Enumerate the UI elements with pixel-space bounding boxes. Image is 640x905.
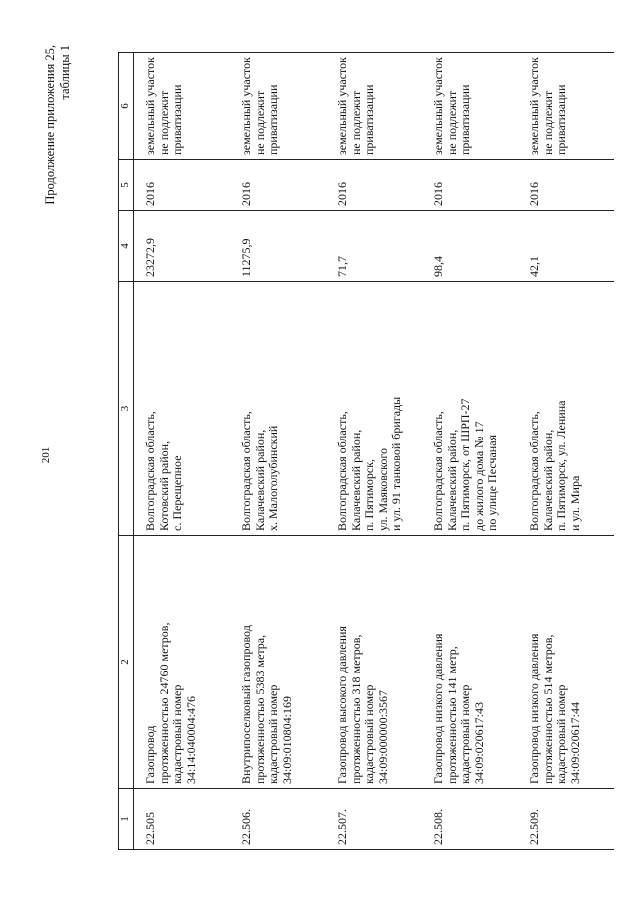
object-name-line: протяженностью 5383 метра,: [252, 634, 267, 784]
note-line: не подлежит: [540, 90, 555, 155]
note-line: земельный участок: [239, 57, 253, 155]
address-line: с. Перещепное: [170, 455, 185, 531]
column-number-5: 5: [119, 160, 134, 211]
object-name-line: кадастровый номер: [362, 684, 377, 784]
address-line: Волгоградская область,: [239, 411, 253, 531]
table-header-row: [119, 53, 134, 850]
object-value: 98,4: [422, 211, 518, 282]
object-name-line: Газопровод: [143, 725, 157, 784]
address-line: Калачевский район,: [348, 429, 363, 531]
address-line: Волгоградская область,: [431, 411, 445, 531]
page-number: 201: [40, 446, 52, 464]
property-register-table: [118, 52, 614, 850]
object-note: [230, 53, 326, 160]
address-line: Волгоградская область,: [527, 411, 541, 531]
object-value: 42,1: [518, 211, 614, 282]
object-note: [422, 53, 518, 160]
object-name-line: кадастровый номер: [458, 684, 473, 784]
address-line: п. Пятиморск, от ШРП-27: [458, 398, 473, 531]
object-name-line: Внутрипоселковый газопровод: [239, 625, 253, 784]
object-address: [134, 282, 231, 536]
address-line: и ул. 91 танковой бригады: [389, 396, 404, 531]
note-line: земельный участок: [431, 57, 445, 155]
object-name: [230, 536, 326, 789]
object-year: 2016: [518, 160, 614, 211]
note-line: не подлежит: [252, 90, 267, 155]
address-line: х. Малоголубинский: [266, 425, 281, 531]
row-number: 22.506.: [230, 789, 326, 850]
object-name-line: 34:09:020617:43: [471, 701, 486, 784]
note-line: земельный участок: [335, 57, 349, 155]
object-name-line: Газопровод высокого давления: [335, 626, 349, 784]
table-row: [326, 53, 422, 850]
object-name-line: 34:09:000000:3567: [375, 689, 390, 784]
row-number: 22.509.: [518, 789, 614, 850]
note-line: приватизации: [554, 84, 569, 155]
address-line: по улице Песчаная: [485, 434, 500, 531]
address-line: Калачевский район,: [444, 429, 459, 531]
table-row: [230, 53, 326, 850]
object-name-line: кадастровый номер: [266, 684, 281, 784]
caption-line-2: таблицы 1: [58, 45, 72, 100]
object-name-line: протяженностью 514 метров,: [540, 634, 555, 784]
column-number-2: 2: [119, 536, 134, 789]
column-number-4: 4: [119, 211, 134, 282]
object-note: [326, 53, 422, 160]
object-year: 2016: [134, 160, 231, 211]
note-line: приватизации: [458, 84, 473, 155]
note-line: не подлежит: [444, 90, 459, 155]
object-name-line: кадастровый номер: [170, 684, 185, 784]
table-row: [134, 53, 231, 850]
object-name-line: протяженностью 24760 метров,: [156, 622, 171, 784]
note-line: приватизации: [362, 84, 377, 155]
object-year: 2016: [422, 160, 518, 211]
address-line: Калачевский район,: [252, 429, 267, 531]
caption-line-1: Продолжение приложения 25,: [43, 45, 57, 205]
address-line: п. Пятиморск,: [362, 458, 377, 531]
row-number: 22.508.: [422, 789, 518, 850]
row-number: 22.505: [134, 789, 231, 850]
object-value: 23272,9: [134, 211, 231, 282]
object-address: [230, 282, 326, 536]
object-year: 2016: [230, 160, 326, 211]
object-name: [134, 536, 231, 789]
object-name-line: Газопровод низкого давления: [527, 633, 541, 784]
note-line: приватизации: [170, 84, 185, 155]
row-number: 22.507.: [326, 789, 422, 850]
address-line: до жилого дома № 17: [471, 421, 486, 531]
note-line: не подлежит: [348, 90, 363, 155]
object-address: [326, 282, 422, 536]
note-line: приватизации: [266, 84, 281, 155]
object-value: 11275,9: [230, 211, 326, 282]
object-year: 2016: [326, 160, 422, 211]
column-number-1: 1: [119, 789, 134, 850]
object-value: 71,7: [326, 211, 422, 282]
object-name: [518, 536, 614, 789]
address-line: Калачевский район,: [540, 429, 555, 531]
address-line: ул. Маяковского: [375, 448, 390, 531]
object-address: [422, 282, 518, 536]
address-line: Волгоградская область,: [143, 411, 157, 531]
column-number-3: 3: [119, 282, 134, 536]
object-name-line: 34:14:040004:476: [183, 695, 198, 784]
object-name-line: кадастровый номер: [554, 684, 569, 784]
object-name-line: протяженностью 318 метров,: [348, 634, 363, 784]
table-row: [422, 53, 518, 850]
object-address: [518, 282, 614, 536]
note-line: не подлежит: [156, 90, 171, 155]
object-name-line: 34:09:020617:44: [567, 701, 582, 784]
object-name-line: протяженностью 141 метр,: [444, 646, 459, 784]
object-name: [326, 536, 422, 789]
note-line: земельный участок: [143, 57, 157, 155]
object-note: [518, 53, 614, 160]
address-line: Котовский район,: [156, 440, 171, 531]
object-note: [134, 53, 231, 160]
object-name-line: 34:09:010804:169: [279, 695, 294, 784]
note-line: земельный участок: [527, 57, 541, 155]
address-line: и ул. Мира: [567, 475, 582, 531]
object-name-line: Газопровод низкого давления: [431, 633, 445, 784]
address-line: Волгоградская область,: [335, 411, 349, 531]
object-name: [422, 536, 518, 789]
address-line: п. Пятиморск, ул. Ленина: [554, 400, 569, 531]
table-row: [518, 53, 614, 850]
column-number-6: 6: [119, 53, 134, 160]
